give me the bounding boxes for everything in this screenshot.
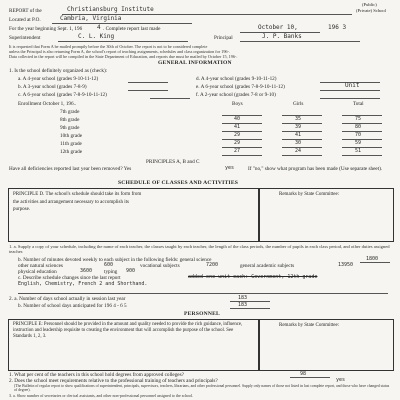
year-digit: 4 (97, 24, 101, 31)
option-a: a. A 4-year school (grades 9-10-11-12) (18, 76, 99, 82)
enrollment-boys-value: 29 (234, 132, 241, 138)
typing-label: typing (104, 269, 118, 275)
enrollment-cell-line (282, 147, 322, 148)
days-in-session: 183 (238, 295, 248, 301)
enrollment-cell-line (282, 131, 322, 132)
school-name: Christiansburg Institute (67, 6, 154, 13)
superintendent-label: Superintendent (9, 35, 41, 41)
schedule-title: SCHEDULE OF CLASSES AND ACTIVITIES (118, 180, 239, 186)
principle-e-text: PRINCIPLE E: Personnel should be provided in the amount and quality needed to provide the rich guidance, influence, instruction and leadership requisite to creating the environment that will accomplish the purpose of the school. See Standards 1, 2, 3. (13, 322, 243, 340)
enrollment-cell-line (342, 155, 382, 156)
principal-label: Principal (214, 35, 233, 41)
q1a-text: 1. a. Supply a copy of your schedule, including the name of each teacher, the classes taught by each teacher, the length of the class periods, the number of pupils in each class period, and other duties assigned teacher. (9, 244, 390, 255)
option-e: e. A 6-year school (grades 7-8-9-10-11-12) (196, 84, 285, 90)
enrollment-girls-value: 41 (295, 132, 302, 138)
q2a-text: 2. a. Number of days school actually in session last year (9, 296, 126, 302)
enrollment-cell-line (222, 115, 262, 116)
general-science-minutes: 1800 (366, 256, 379, 262)
personnel-q1-answer: 98 (300, 371, 307, 377)
q1c-answer-1: added one unit each: Government, 12th grade (188, 274, 318, 280)
deficiencies-question: Have all deficiencies reported last year been removed? Yes (9, 166, 132, 172)
option-f: f. A 2-year school (grades 7-8 or 9-10) (196, 92, 276, 98)
instructions-line-1: It is requested that Form A be mailed promptly before the 30th of October. The report is not to be considered complete (9, 44, 208, 49)
enrollment-total-value: 51 (355, 148, 362, 154)
deficiencies-answer: yes (225, 165, 235, 171)
enrollment-boys-value: 41 (234, 124, 241, 130)
last-report-year: 196 3 (328, 24, 347, 31)
enrollment-girls-value: 24 (295, 148, 302, 154)
enrollment-boys-value: 27 (234, 148, 241, 154)
schedule-remarks-box (258, 188, 394, 242)
enrollment-cell-line (282, 155, 322, 156)
enrollment-girls-value: 35 (295, 116, 302, 122)
principal-name: J. P. Banks (262, 33, 302, 40)
q1-organized: 1. Is the school definitely organized as (check): (9, 68, 108, 74)
pe-minutes: 3600 (80, 268, 93, 274)
personnel-title: PERSONNEL (184, 311, 220, 317)
other-natural-minutes: 600 (104, 262, 114, 268)
enrollment-total-value: 80 (355, 124, 362, 130)
personnel-q2: 2. Does the school meet requirements relative to the professional training of teachers and principals? (9, 378, 218, 384)
enrollment-boys-value: 29 (234, 140, 241, 146)
superintendent-line (58, 41, 188, 42)
general-academic-label: general academic subjects (240, 263, 295, 269)
enrollment-total-value: 75 (355, 116, 362, 122)
year-label-start: For the year beginning Sept. 1, 196 (9, 26, 83, 32)
q1c-text: c. Describe schedule changes since the last report (18, 275, 121, 281)
report-label: REPORT of the (9, 8, 42, 14)
enrollment-grade-label: 8th grade (60, 117, 80, 123)
vocational-label: vocational subjects (140, 263, 180, 269)
located-label: Located at P.O. (9, 17, 41, 23)
col-girls: Girls (293, 101, 304, 107)
pe-label: physical education (18, 269, 57, 275)
enrollment-cell-line (222, 131, 262, 132)
enrollment-grade-label: 7th grade (60, 109, 80, 115)
option-d: d. A 4-year school (grades 9-10-11-12) (196, 76, 277, 82)
enrollment-cell-line (342, 123, 382, 124)
enrollment-cell-line (222, 147, 262, 148)
principle-d-text: PRINCIPLE D. The school's schedule should take its form from the activities and arrangement necessary to accomplish its purpose. (13, 192, 142, 213)
enrollment-girls-value: 30 (295, 140, 302, 146)
personnel-q3: 3. a. Show number of secretaries or clerical assistants, and other non-professional personnel assigned to the school. (9, 393, 194, 398)
personnel-q2-detail: (The Bulletin of regular report to show qualifications of superintendent, principals, supervisors, teachers, librarians, and other professional personnel. Supply only names of those not listed in last complete report, and those who have changed status of degree). (14, 384, 390, 393)
personnel-q1: 1. What per cent of the teachers in this school hold degrees from approved colleges? (9, 372, 184, 378)
option-b: b. A 3-year school (grades 7-8-9) (18, 84, 87, 90)
public-label: (Public) (362, 2, 377, 7)
schedule-remarks-label: Remarks by State Committee: (279, 192, 340, 197)
enrollment-cell-line (222, 155, 262, 156)
enrollment-boys-value: 40 (234, 116, 241, 122)
enrollment-cell-line (282, 115, 322, 116)
vocational-minutes: 7200 (206, 262, 219, 268)
principle-d-box (8, 188, 260, 242)
q1b-text: b. Number of minutes devoted weekly to each subject in the following fields: general science (18, 257, 212, 263)
enrollment-cell-line (222, 123, 262, 124)
enrollment-cell-line (222, 139, 262, 140)
personnel-remarks-label: Remarks by State Committee: (279, 323, 340, 328)
enrollment-grade-label: 12th grade (60, 149, 83, 155)
q2b-text: b. Number of school days anticipated for 196 4 - 6 5 (18, 303, 127, 309)
superintendent-name: C. L. King (78, 33, 115, 40)
enrollment-cell-line (342, 131, 382, 132)
enrollment-cell-line (282, 139, 322, 140)
principles-abc: PRINCIPLES A, B and C (146, 159, 200, 165)
other-natural-label: other natural sciences (18, 263, 63, 269)
enrollment-cell-line (342, 139, 382, 140)
personnel-q2-answer: yes (336, 377, 346, 383)
enrollment-cell-line (282, 123, 322, 124)
typing-minutes: 900 (126, 268, 136, 274)
enrollment-cell-line (342, 147, 382, 148)
instructions-line-2: unless the Principal is also returning Form A, the school's report of teaching assignments, schedules and class organization for 196-. (9, 49, 230, 54)
enrollment-girls-value: 39 (295, 124, 302, 130)
enrollment-cell-line (342, 115, 382, 116)
general-info-title: GENERAL INFORMATION (158, 60, 232, 66)
personnel-remarks-box (258, 319, 394, 371)
deficiencies-tail: If "no," show what program has been made (Use separate sheet). (248, 166, 383, 172)
enrollment-label: Enrollment October 1, 196.. (18, 101, 77, 107)
enrollment-grade-label: 11th grade (60, 141, 82, 147)
school-type-label: (Private) School (356, 8, 386, 13)
q1c-answer-2: English, Chemistry, French 2 and Shorthand. (18, 281, 148, 287)
col-total: Total (353, 101, 364, 107)
year-label-end: . Complete report last made (103, 26, 161, 32)
enrollment-grade-label: 9th grade (60, 125, 80, 131)
enrollment-total-value: 59 (355, 140, 362, 146)
days-anticipated: 183 (238, 302, 248, 308)
location-line (52, 23, 192, 24)
option-e-answer: Unit (345, 82, 360, 89)
location: Cambria, Virginia (60, 15, 122, 22)
col-boys: Boys (232, 101, 243, 107)
enrollment-total-value: 70 (355, 132, 362, 138)
principle-e-box (8, 319, 260, 371)
principal-line (240, 41, 360, 42)
instructions-line-3: Data collected in the report will be compiled in the State Department of Education, and reports due must be mailed by October 15, 196-. (9, 54, 238, 59)
general-academic-minutes: 13950 (338, 262, 354, 268)
last-report-date: October 10, (258, 24, 298, 31)
option-c: c. A 6-year school (grades 7-8-9-10-11-12) (18, 92, 107, 98)
enrollment-grade-label: 10th grade (60, 133, 83, 139)
